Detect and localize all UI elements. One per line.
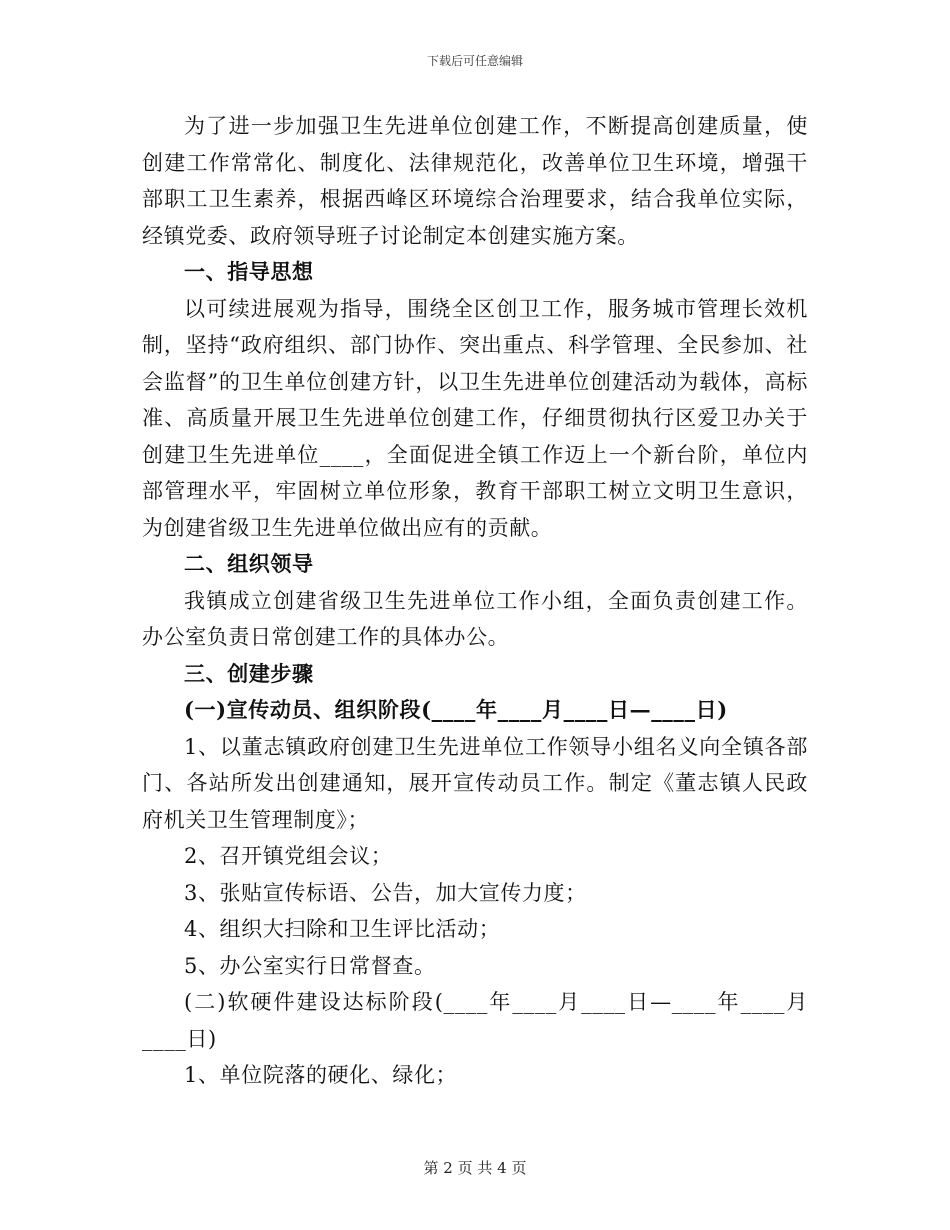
section-heading-steps: 三、创建步骤 [184, 660, 314, 686]
list-item: 4、组织大扫除和卫生评比活动； [184, 917, 501, 941]
list-item: 5、办公室实行日常督查。 [184, 953, 436, 978]
page-number: 第 2 页 共 4 页 [423, 1159, 527, 1177]
section-heading-organization: 二、组织领导 [184, 551, 314, 576]
intro-paragraph: 为了进一步加强卫生先进单位创建工作，不断提高创建质量，使创建工作常常化、制度化、法律规范化，改善单位卫生环境，增强干部职工卫生素养，根据西峰区环境综合治理要求，结合我单位实际，经镇党委、政府领导班子讨论制定本创建实施方案。 [142, 114, 808, 248]
guiding-paragraph: 以可续进展观为指导，围绕全区创卫工作，服务城市管理长效机制，坚持“政府组织、部门协作、突出重点、科学管理、全民参加、社会监督”的卫生单位创建方针，以卫生先进单位创建活动为载体，高标准、高质量开展卫生先进单位创建工作，仔细贯彻执行区爱卫办关于创建卫生先进单位____，全面促进全镇工作迈上一个新台阶，单位内部管理水平，牢固树立单位形象，教育干部职工树立文明卫生意识，为创建省级卫生先进单位做出应有的贡献。 [142, 296, 808, 540]
stage-2-heading: (二)软硬件建设达标阶段(____年____月____日—____年____月____日) [142, 990, 808, 1051]
section-heading-guiding: 一、指导思想 [184, 259, 314, 284]
list-item: 1、以董志镇政府创建卫生先进单位工作领导小组名义向全镇各部门、各站所发出创建通知，展开宣传动员工作。制定《董志镇人民政府机关卫生管理制度》； [142, 734, 808, 832]
stage-1-heading: (一)宣传动员、组织阶段(____年____月____日—____日) [184, 697, 728, 722]
list-item: 3、张贴宣传标语、公告，加大宣传力度； [184, 880, 587, 905]
document-body [142, 108, 808, 1094]
organization-paragraph: 我镇成立创建省级卫生先进单位工作小组，全面负责创建工作。办公室负责日常创建工作的具体办公。 [142, 588, 808, 649]
list-item: 2、召开镇党组会议； [184, 844, 393, 868]
page-header: 下载后可任意编辑 [426, 54, 523, 68]
list-item: 1、单位院落的硬化、绿化； [184, 1063, 458, 1087]
